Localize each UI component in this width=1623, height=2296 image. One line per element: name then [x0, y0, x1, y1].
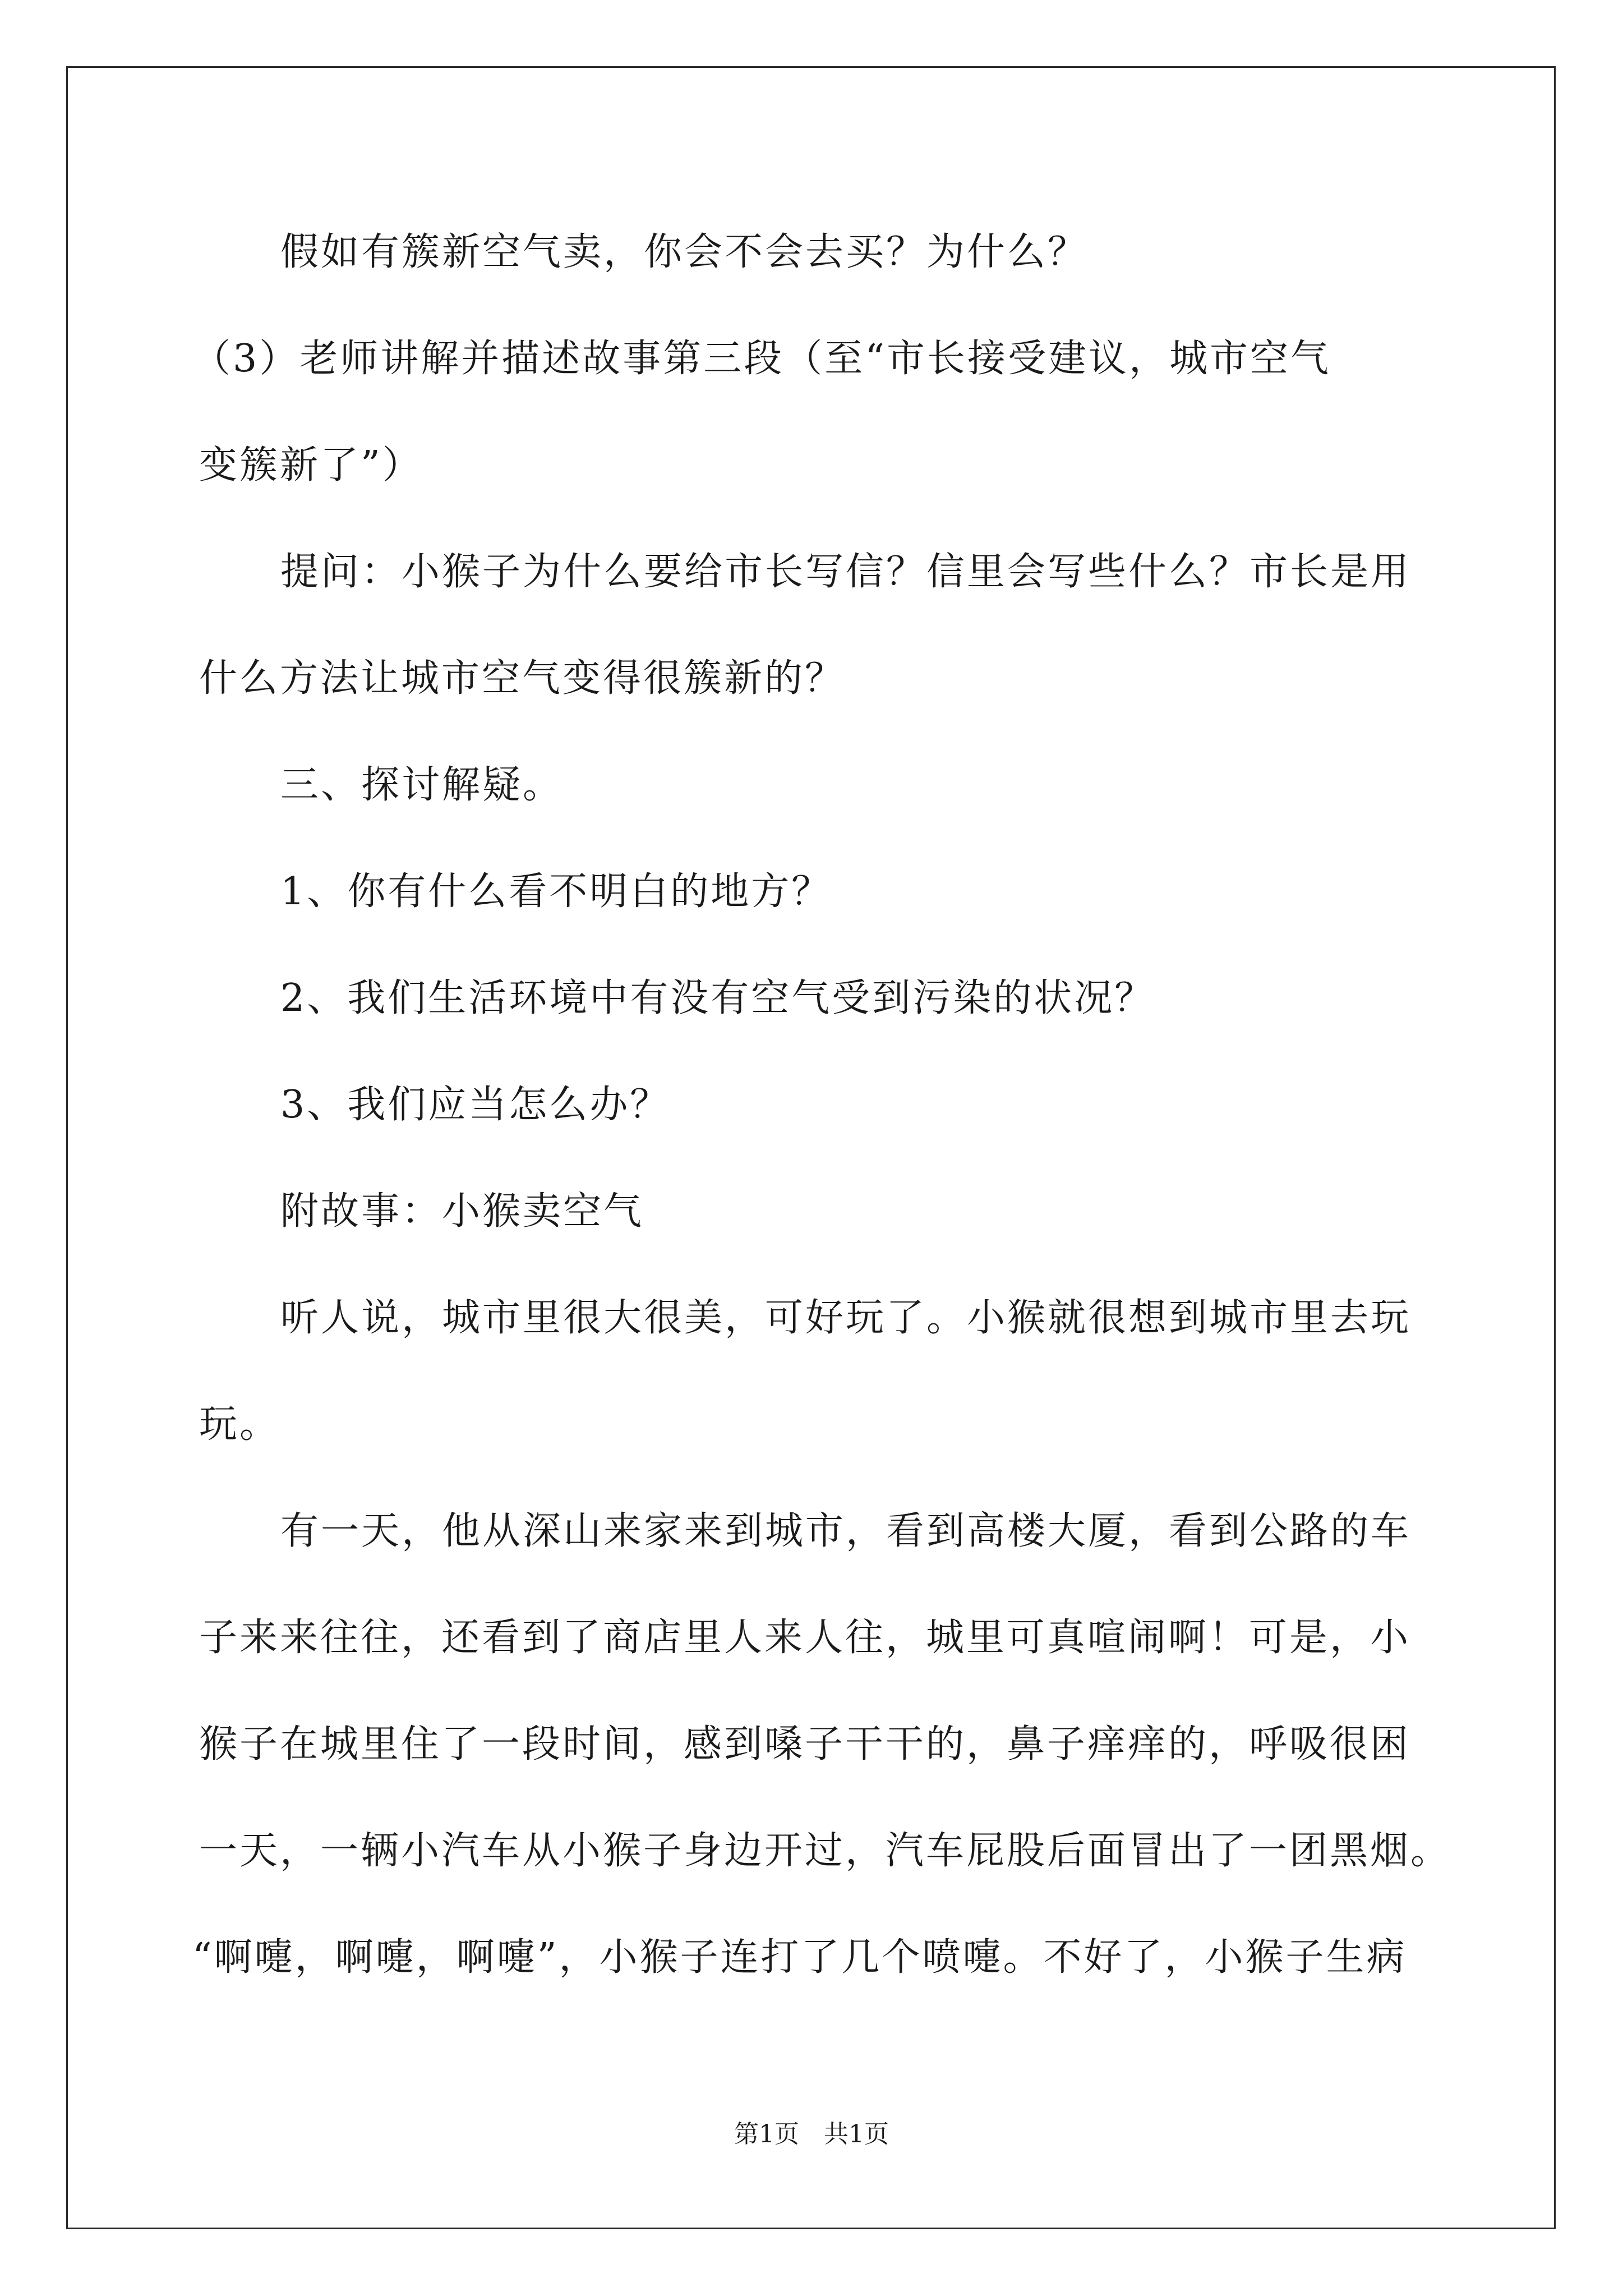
- paragraph-line: 一天，一辆小汽车从小猴子身边开过，汽车屁股后面冒出了一团黑烟。: [199, 1829, 1451, 1873]
- paragraph-line: 3、我们应当怎么办？: [280, 1083, 671, 1127]
- paragraph-line: “啊嚏，啊嚏，啊嚏”，小猴子连打了几个喷嚏。不好了，小猴子生病: [192, 1935, 1407, 1980]
- paragraph-line: 2、我们生活环境中有没有空气受到污染的状况？: [280, 976, 1155, 1020]
- paragraph-line: 猴子在城里住了一段时间，感到嗓子干干的，鼻子痒痒的，呼吸很困: [199, 1722, 1411, 1766]
- paragraph-line: 听人说，城市里很大很美，可好玩了。小猴就很想到城市里去玩: [280, 1296, 1412, 1340]
- paragraph-line: 1、你有什么看不明白的地方？: [280, 869, 832, 914]
- paragraph-line: 子来来往往，还看到了商店里人来人往，城里可真喧闹啊！可是，小: [199, 1616, 1411, 1660]
- paragraph-line: 提问：小猴子为什么要给市长写信？信里会写些什么？市长是用: [280, 550, 1412, 594]
- page-footer: 第1页 共1页: [734, 2120, 889, 2148]
- paragraph-line: 什么方法让城市空气变得很簇新的？: [199, 656, 846, 701]
- page-border: [66, 66, 1556, 2229]
- paragraph-line: 有一天，他从深山来家来到城市，看到高楼大厦，看到公路的车: [280, 1509, 1412, 1553]
- paragraph-line: 三、探讨解疑。: [280, 763, 564, 807]
- paragraph-line: 假如有簇新空气卖，你会不会去买？为什么？: [280, 230, 1089, 274]
- paragraph-line: （3）老师讲解并描述故事第三段（至“市长接受建议，城市空气: [192, 337, 1331, 381]
- paragraph-line: 变簇新了”）: [199, 443, 423, 487]
- paragraph-line: 玩。: [199, 1402, 280, 1447]
- paragraph-line: 附故事：小猴卖空气: [280, 1189, 644, 1234]
